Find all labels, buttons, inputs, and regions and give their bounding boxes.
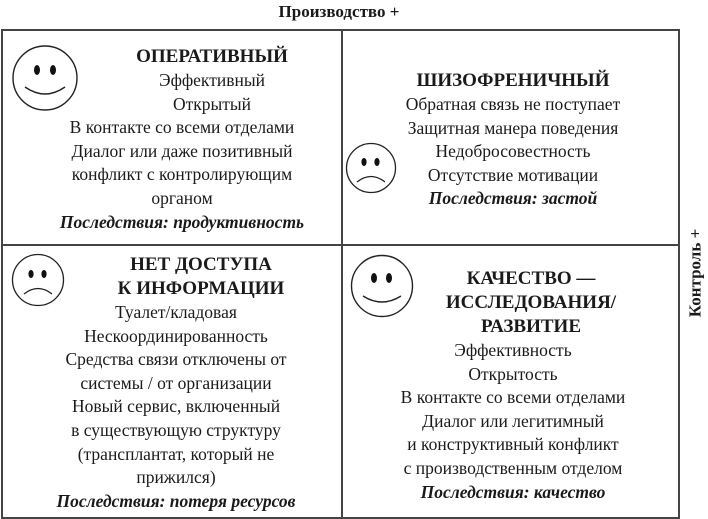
quadrant-item: Новый сервис, включенный xyxy=(71,396,281,417)
quadrant-item: органом xyxy=(151,187,213,208)
quadrant-item: с производственным отделом xyxy=(403,457,623,478)
quadrant-item: конфликт с контролирующим xyxy=(71,164,293,185)
quadrant-consequence: Последствия: качество xyxy=(420,481,606,502)
quadrant-grid xyxy=(1,29,680,519)
quadrant-item: в существующую структуру xyxy=(71,419,281,440)
quadrant-item: прижился) xyxy=(136,467,216,488)
quadrant-item: и конструктивный конфликт xyxy=(407,434,619,455)
quadrant-item: (трансплантат, который не xyxy=(77,443,275,464)
quadrant-item: Средства связи отключены от xyxy=(65,349,287,370)
quadrant-title: ШИЗОФРЕНИЧНЫЙ xyxy=(416,70,610,91)
quadrant-title: КАЧЕСТВО — xyxy=(466,268,596,289)
quadrant-item: В контакте со всеми отделами xyxy=(400,387,626,408)
horizontal-divider xyxy=(3,244,678,246)
quadrant-item: Открытый xyxy=(172,93,252,114)
quadrant-item: Обратная связь не поступает xyxy=(405,94,621,114)
quadrant-quality-rd xyxy=(353,267,673,504)
quadrant-operational xyxy=(23,45,341,234)
quadrant-title: К ИНФОРМАЦИИ xyxy=(117,278,285,299)
axis-label-control: Контроль + xyxy=(685,228,704,318)
vertical-divider xyxy=(341,31,343,517)
quadrant-item: В контакте со всеми отделами xyxy=(69,117,295,138)
axis-label-production: Производство + xyxy=(278,2,400,21)
quadrant-item: Эффективный xyxy=(159,70,265,90)
quadrant-consequence: Последствия: потеря ресурсов xyxy=(56,490,296,511)
quadrant-title: ОПЕРАТИВНЫЙ xyxy=(136,46,288,67)
quadrant-item: системы / от организации xyxy=(80,372,272,393)
quadrant-title: РАЗВИТИЕ xyxy=(480,316,582,337)
quadrant-item: Защитная манера поведения xyxy=(407,117,619,138)
quadrant-item: Эффективность xyxy=(454,340,572,360)
quadrant-title: НЕТ ДОСТУПА xyxy=(130,254,272,275)
quadrant-item: Недобросовестность xyxy=(435,141,591,162)
quadrant-consequence: Последствия: продуктивность xyxy=(59,211,305,232)
quadrant-no-access xyxy=(17,253,335,513)
quadrant-item: Нескоординированность xyxy=(84,325,268,346)
quadrant-item: Диалог или даже позитивный xyxy=(71,140,293,161)
quadrant-schizophrenic xyxy=(353,69,673,211)
quadrant-item: Отсутствие мотивации xyxy=(427,164,599,185)
quadrant-item: Диалог или легитимный xyxy=(422,410,604,431)
quadrant-consequence: Последствия: застой xyxy=(428,188,598,209)
axis-label-control-wrap xyxy=(682,29,708,517)
quadrant-item: Туалет/кладовая xyxy=(115,302,237,322)
quadrant-item: Открытость xyxy=(468,363,558,384)
quadrant-title: ИССЛЕДОВАНИЯ/ xyxy=(445,292,617,313)
